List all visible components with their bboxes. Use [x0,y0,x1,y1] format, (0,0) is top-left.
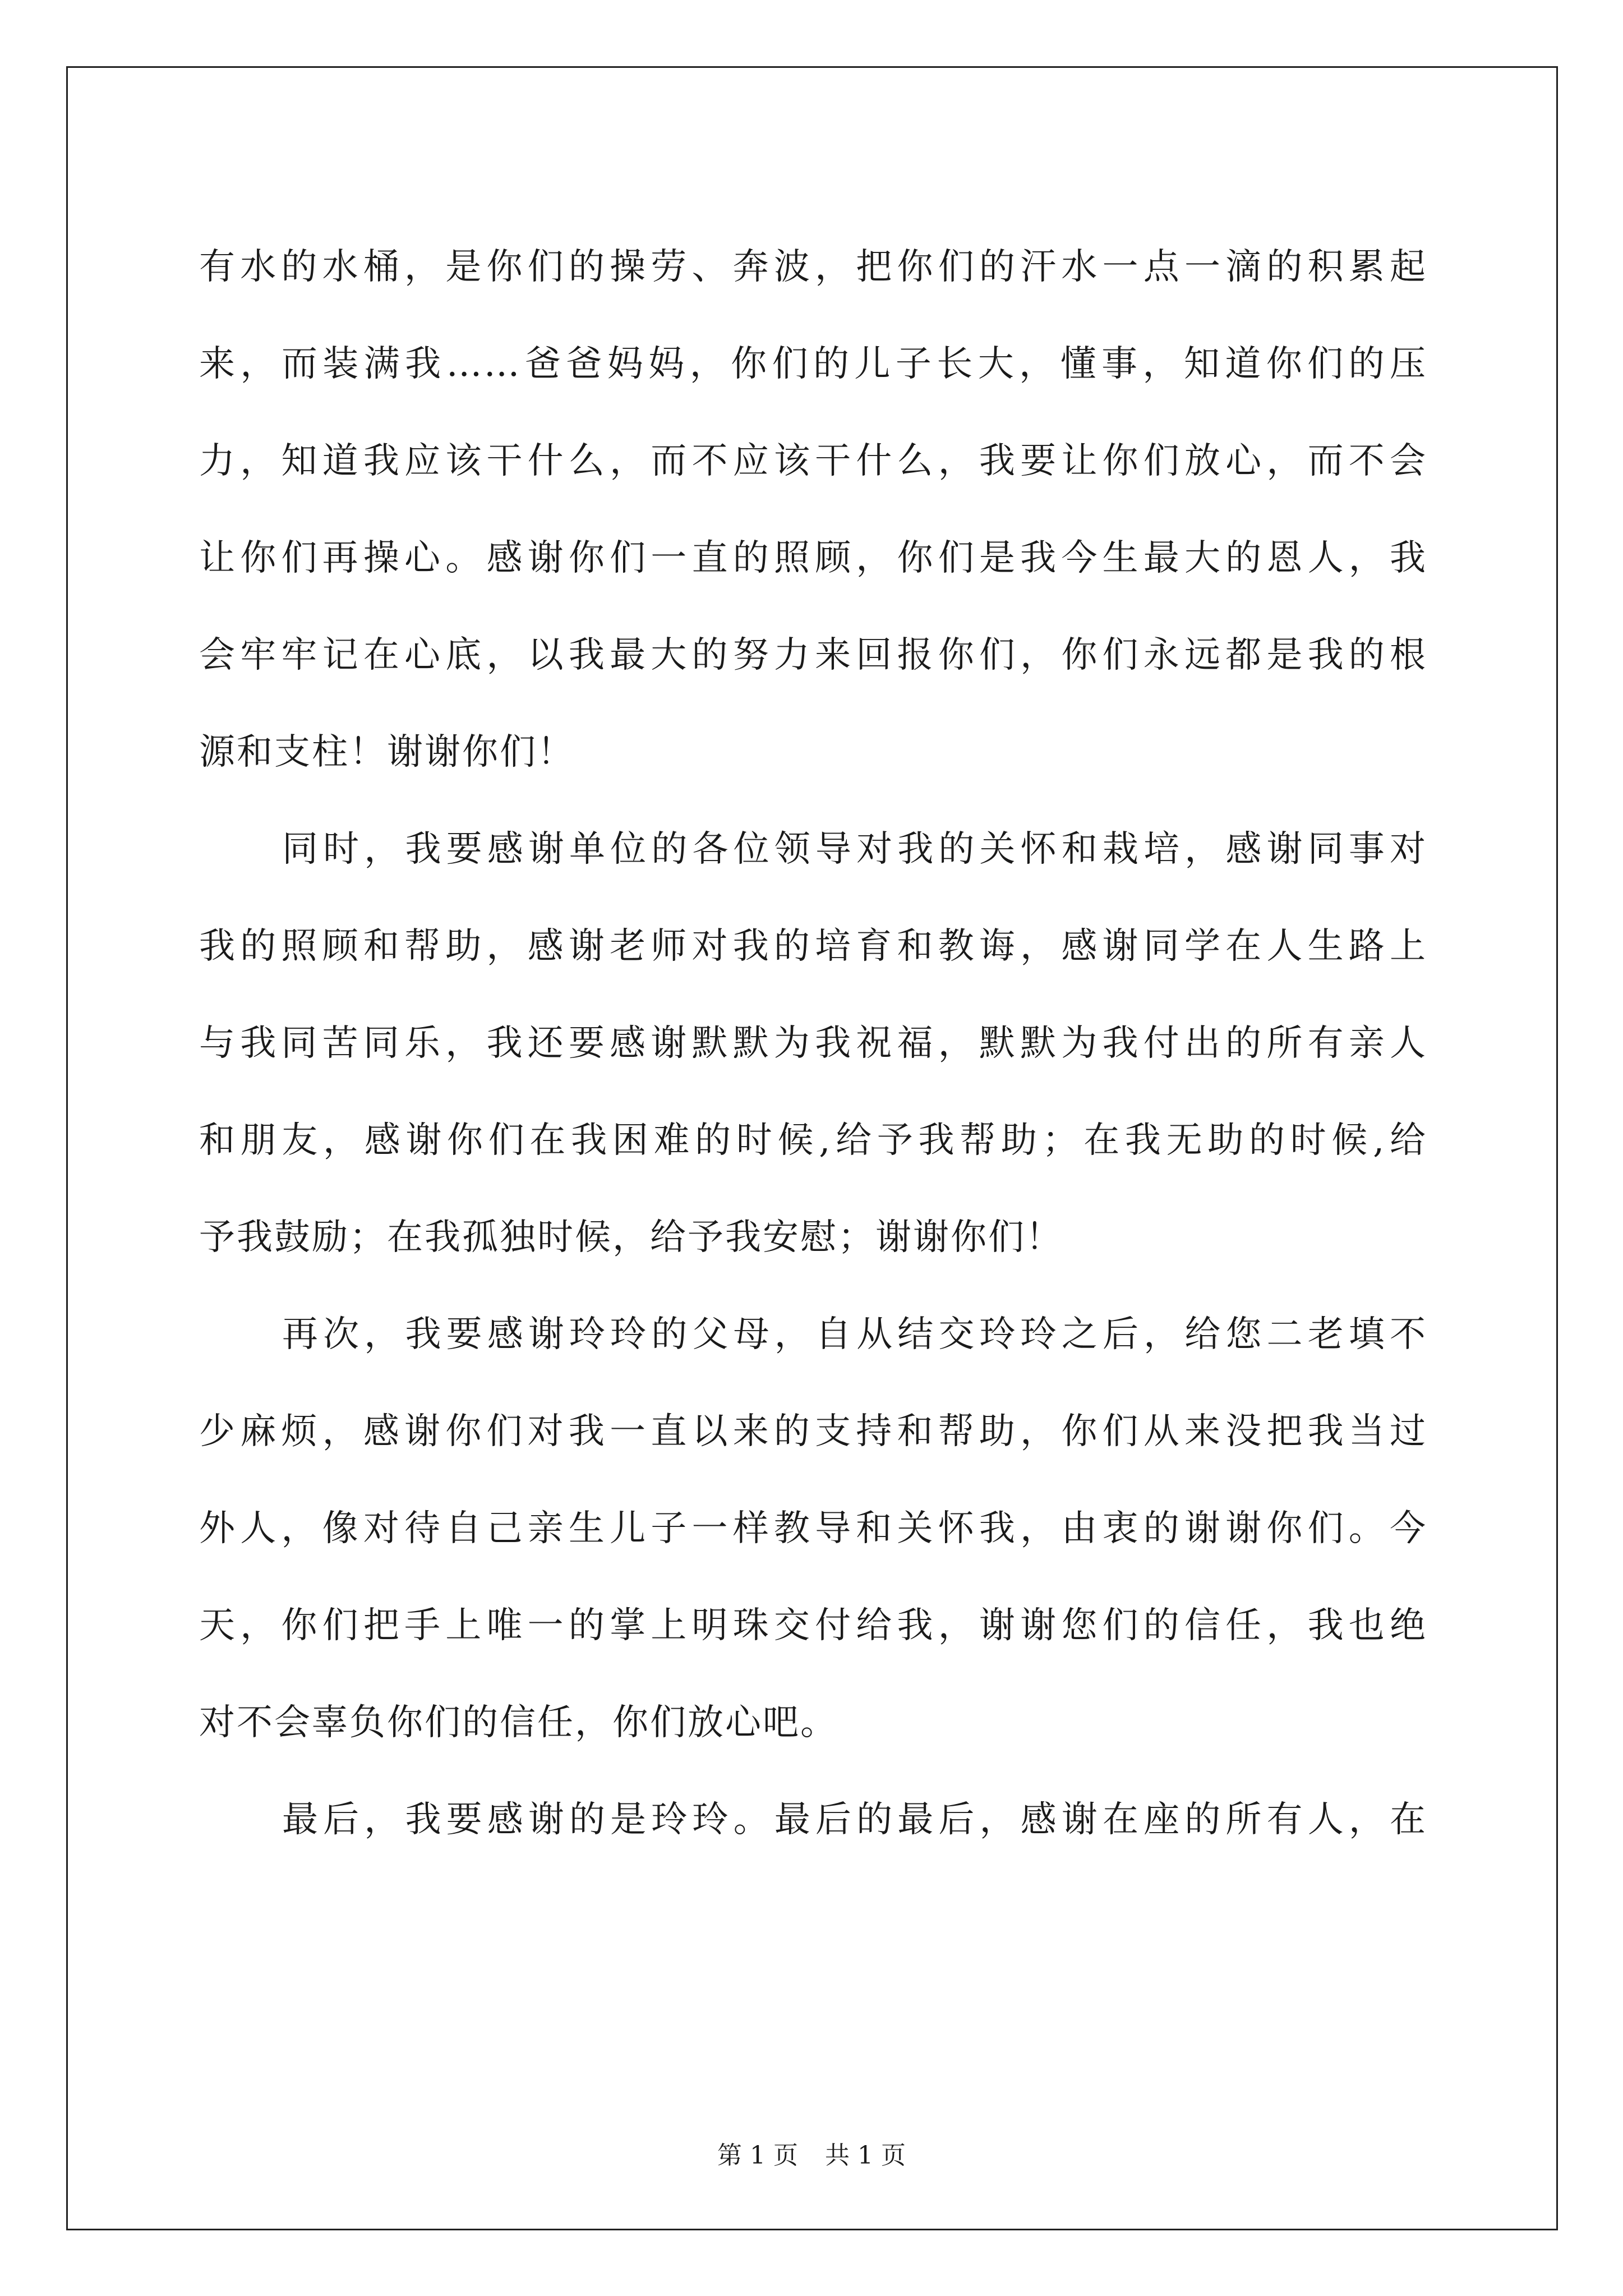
document-body [199,219,1427,1869]
text-line: 源和支柱！谢谢你们！ [199,731,575,773]
text-line: 同时，我要感谢单位的各位领导对我的关怀和栽培，感谢同事对 [282,829,1427,870]
text-line: 我的照顾和帮助，感谢老师对我的培育和教诲，感谢同学在人生路上 [199,926,1427,967]
text-line: 力，知道我应该干什么，而不应该干什么，我要让你们放心，而不会 [199,440,1427,482]
text-line: 会牢牢记在心底，以我最大的努力来回报你们，你们永远都是我的根 [199,634,1427,676]
text-line: 予我鼓励；在我孤独时候，给予我安慰；谢谢你们！ [199,1217,1063,1258]
page-footer [0,2135,1623,2171]
text-line: 与我同苦同乐，我还要感谢默默为我祝福，默默为我付出的所有亲人 [199,1023,1427,1064]
text-line: 让你们再操心。感谢你们一直的照顾，你们是我今生最大的恩人，我 [199,537,1427,579]
text-line: 和朋友，感谢你们在我困难的时候,给予我帮助；在我无助的时候,给 [199,1120,1427,1161]
text-line: 对不会辜负你们的信任，你们放心吧。 [199,1702,838,1743]
text-line: 外人，像对待自己亲生儿子一样教导和关怀我，由衷的谢谢你们。今 [199,1508,1427,1549]
text-line: 有水的水桶，是你们的操劳、奔波，把你们的汗水一点一滴的积累起 [199,246,1427,288]
text-line: 少麻烦，感谢你们对我一直以来的支持和帮助，你们从来没把我当过 [199,1411,1427,1452]
text-line: 最后，我要感谢的是玲玲。最后的最后，感谢在座的所有人，在 [282,1799,1427,1841]
text-line: 天，你们把手上唯一的掌上明珠交付给我，谢谢您们的信任，我也绝 [199,1605,1427,1646]
text-line: 再次，我要感谢玲玲的父母，自从结交玲玲之后，给您二老填不 [282,1314,1427,1355]
page-total: 共 1 页 [825,2141,906,2170]
text-line: 来，而装满我……爸爸妈妈，你们的儿子长大，懂事，知道你们的压 [199,343,1427,385]
page-number: 第 1 页 [717,2141,798,2170]
